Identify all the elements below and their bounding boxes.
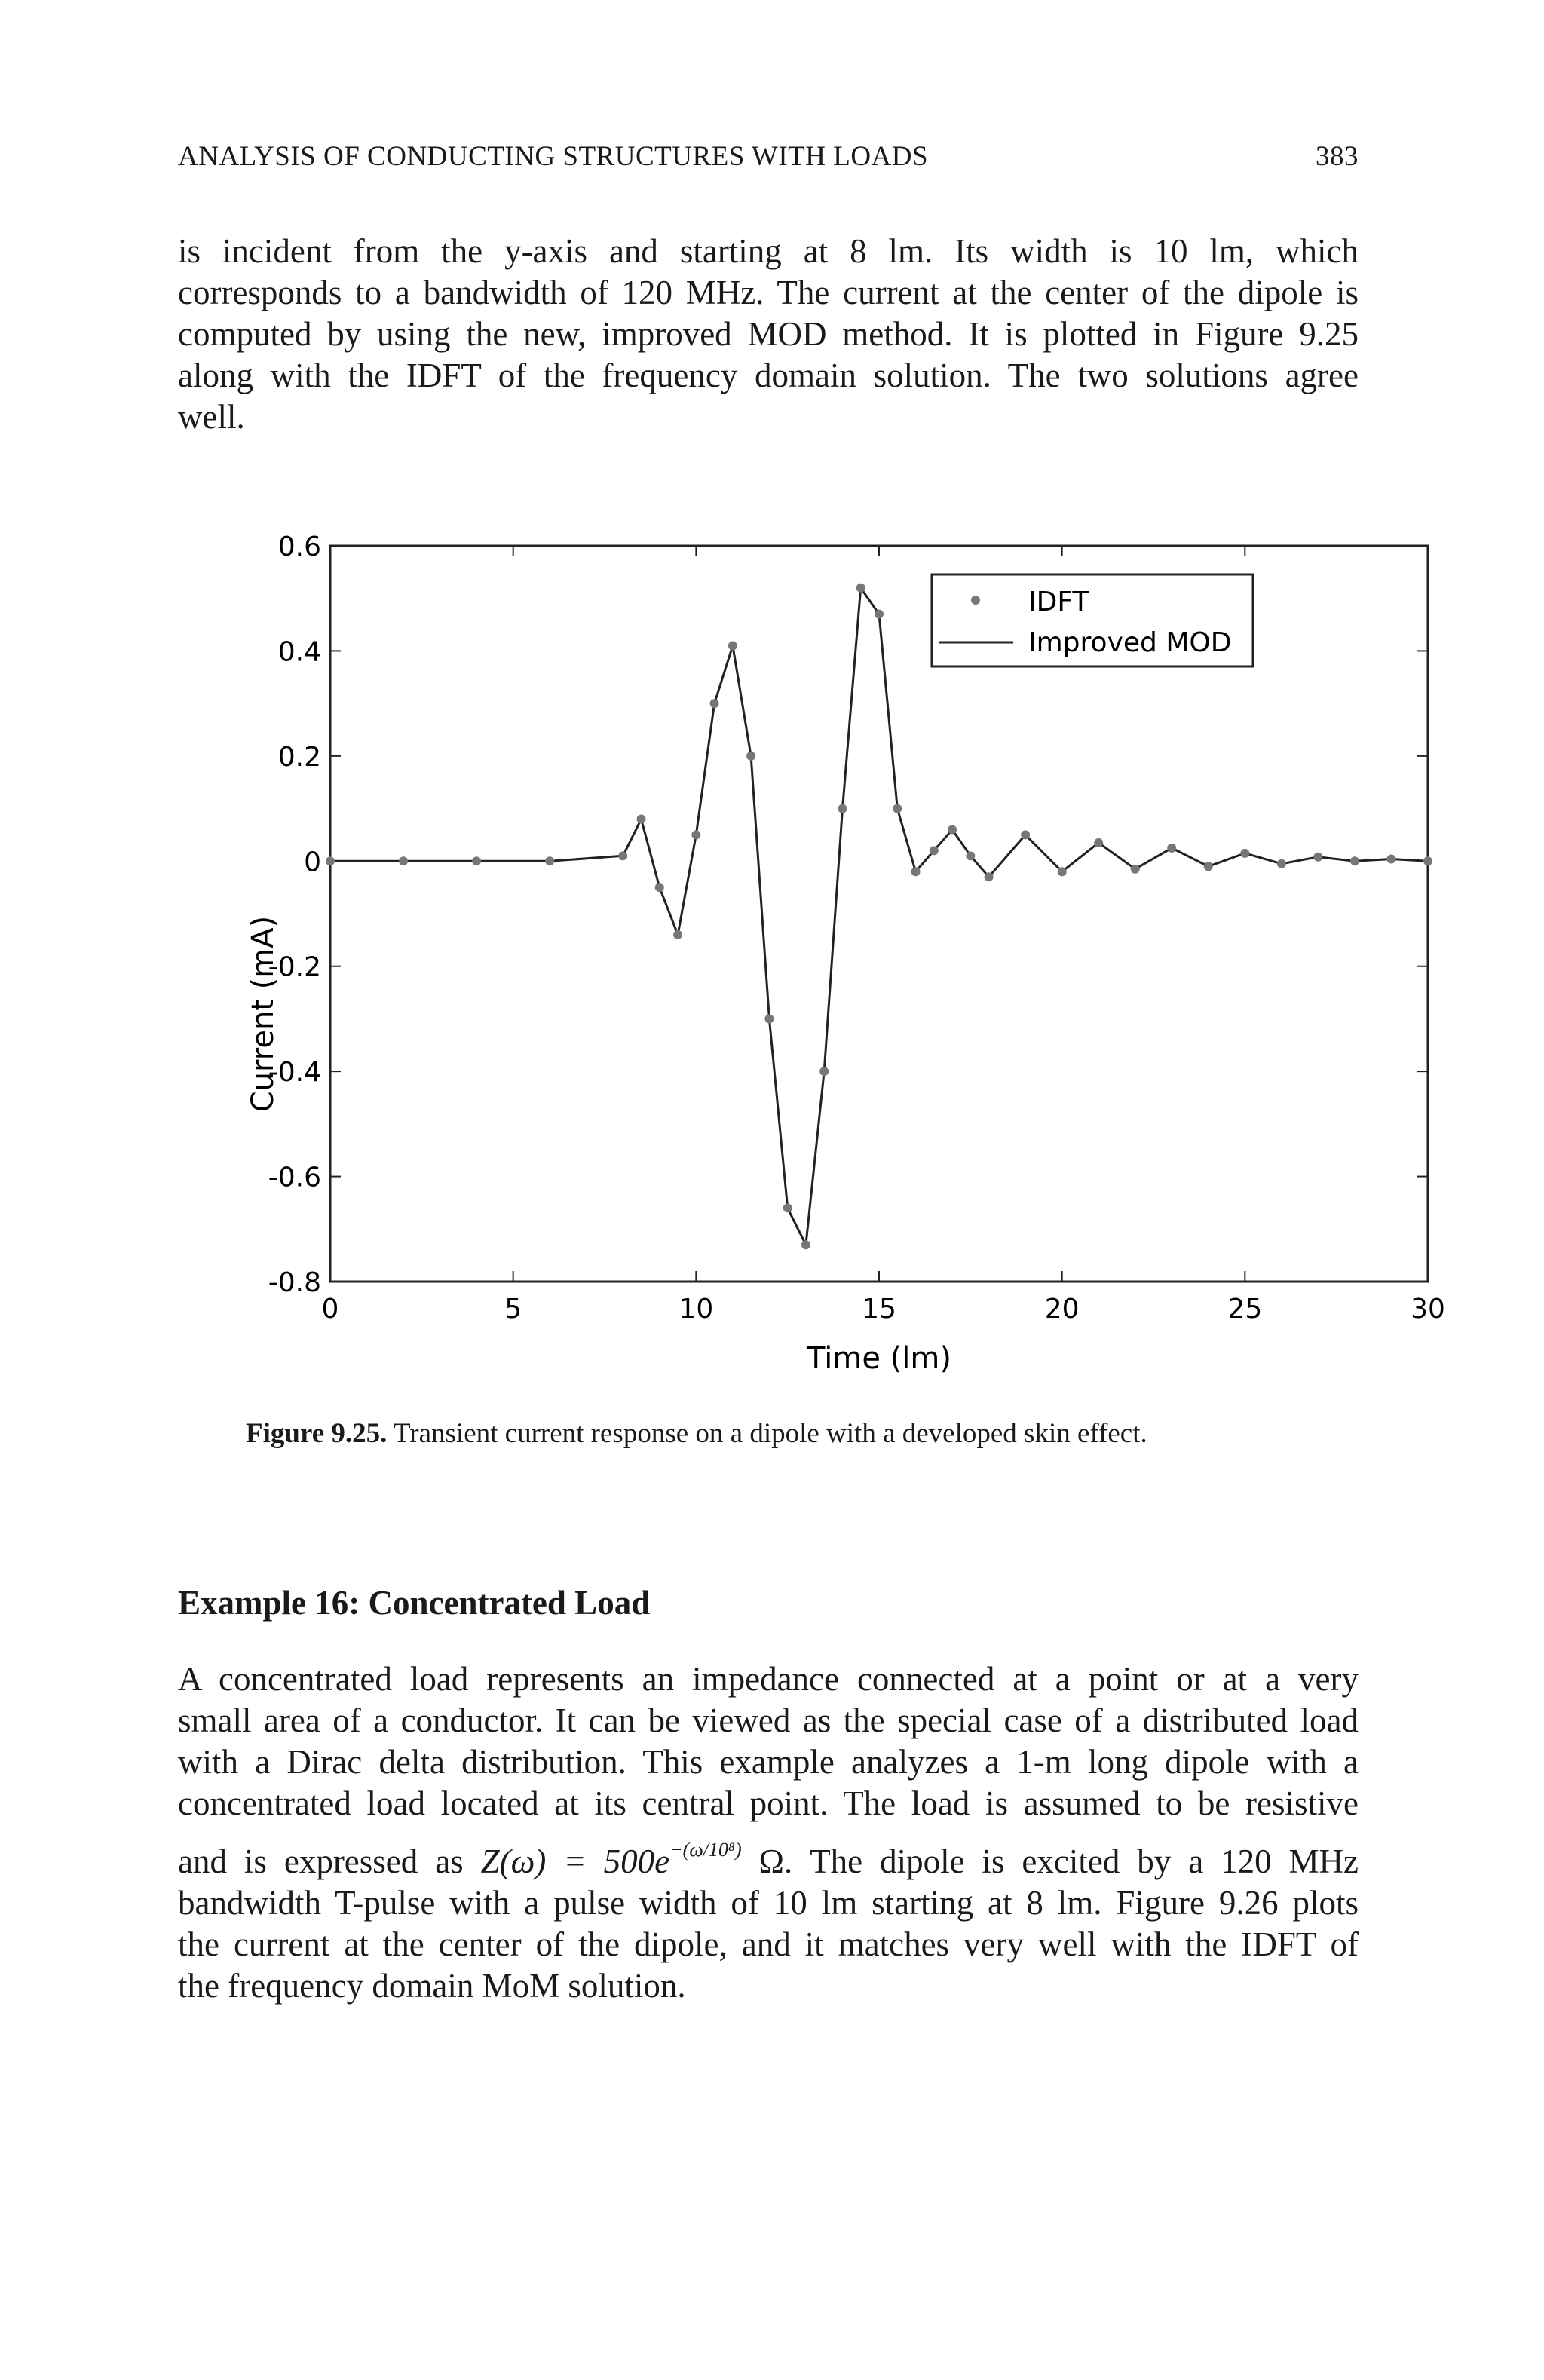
y-tick-label: 0.6	[277, 531, 321, 562]
x-tick-label: 20	[1044, 1294, 1080, 1325]
equation-lhs: Z(ω) = 500e	[480, 1842, 670, 1880]
chart-legend	[932, 574, 1253, 666]
data-point-idft	[1058, 867, 1067, 876]
data-point-idft	[966, 851, 975, 860]
paragraph-line-equation	[178, 1841, 1359, 1882]
data-point-idft	[618, 851, 627, 860]
x-axis-label: Time (lm)	[807, 1341, 951, 1376]
x-tick-label: 5	[504, 1294, 522, 1325]
plot-area	[330, 546, 1428, 1282]
data-point-idft	[1021, 830, 1030, 839]
running-title: ANALYSIS OF CONDUCTING STRUCTURES WITH LOADS	[178, 141, 929, 172]
y-tick-label: 0.4	[277, 636, 321, 668]
paragraph-line: computed by using the new, improved MOD method. It is plotted in Figure 9.25	[178, 315, 1359, 353]
data-point-idft	[819, 1067, 829, 1076]
data-point-idft	[856, 584, 865, 593]
data-point-idft	[1240, 849, 1249, 858]
paragraph-line: bandwidth T-pulse with a pulse width of 10 lm starting at 8 lm. Figure 9.26 plots	[178, 1884, 1359, 1922]
data-point-idft	[472, 856, 481, 865]
paragraph-line: small area of a conductor. It can be viewed as the special case of a distributed load	[178, 1702, 1359, 1739]
data-point-idft	[728, 641, 737, 650]
y-tick-label: 0.2	[277, 741, 321, 773]
legend-label-mod: Improved MOD	[1028, 627, 1232, 658]
data-point-idft	[875, 610, 884, 619]
caption-label: Figure 9.25.	[246, 1418, 388, 1449]
legend-label-idft: IDFT	[1028, 587, 1089, 617]
paragraph-line: the current at the center of the dipole, and it matches very well with the IDFT of	[178, 1925, 1359, 1963]
chart	[204, 528, 1445, 1395]
caption-text: Transient current response on a dipole with a developed skin effect.	[393, 1418, 1147, 1449]
data-point-idft	[838, 804, 847, 813]
data-point-idft	[1423, 856, 1432, 865]
text-segment: and is expressed as	[178, 1842, 464, 1880]
data-point-idft	[399, 856, 408, 865]
section-heading: Example 16: Concentrated Load	[178, 1584, 651, 1622]
data-point-idft	[691, 830, 700, 839]
y-tick-label: -0.8	[268, 1267, 321, 1298]
data-point-idft	[1313, 853, 1322, 862]
data-point-idft	[1131, 865, 1140, 874]
paragraph-line: is incident from the y-axis and starting at 8 lm. Its width is 10 lm, which	[178, 232, 1359, 270]
data-point-idft	[326, 856, 335, 865]
data-point-idft	[545, 856, 554, 865]
legend-marker-idft	[971, 596, 980, 605]
y-tick-label: 0	[304, 847, 321, 878]
equation-exponent: −(ω/10⁸)	[669, 1839, 742, 1861]
figure-caption	[246, 1417, 1316, 1450]
equation-unit: Ω.	[758, 1842, 793, 1880]
data-point-idft	[911, 867, 921, 876]
text-segment: The dipole is excited by a 120 MHz	[810, 1842, 1359, 1880]
data-point-idft	[1167, 844, 1176, 853]
y-tick-label: -0.4	[268, 1057, 321, 1089]
data-point-idft	[948, 825, 957, 834]
data-point-idft	[1277, 859, 1286, 868]
paragraph-intro	[178, 231, 1359, 438]
page-number: 383	[1316, 141, 1359, 172]
figure-9-25	[204, 528, 1445, 1395]
x-tick-label: 0	[321, 1294, 339, 1325]
series-line-improved-mod	[330, 588, 1428, 1245]
data-point-idft	[637, 815, 646, 824]
data-point-idft	[655, 883, 664, 892]
paragraph-line: along with the IDFT of the frequency domain solution. The two solutions agree	[178, 357, 1359, 394]
x-tick-label: 15	[862, 1294, 896, 1325]
x-tick-label: 25	[1227, 1294, 1263, 1325]
data-point-idft	[673, 930, 682, 939]
data-point-idft	[746, 752, 755, 761]
data-point-idft	[1094, 838, 1103, 847]
paragraph-line: A concentrated load represents an impedance connected at a point or at a very	[178, 1660, 1359, 1698]
data-point-idft	[783, 1203, 792, 1212]
paragraph-example	[178, 1659, 1359, 2007]
data-point-idft	[801, 1240, 810, 1249]
paragraph-line: well.	[178, 398, 245, 436]
data-point-idft	[985, 872, 994, 881]
data-point-idft	[710, 699, 719, 708]
y-tick-label: -0.2	[268, 951, 321, 983]
paragraph-line: concentrated load located at its central point. The load is assumed to be resistive	[178, 1784, 1359, 1822]
running-head	[178, 140, 1359, 182]
data-point-idft	[1204, 862, 1213, 871]
data-point-idft	[930, 846, 939, 855]
x-tick-label: 30	[1411, 1294, 1445, 1325]
y-axis-label: Current (mA)	[246, 915, 280, 1113]
paragraph-line: with a Dirac delta distribution. This example analyzes a 1-m long dipole with a	[178, 1743, 1359, 1781]
data-point-idft	[764, 1014, 774, 1023]
paragraph-line: the frequency domain MoM solution.	[178, 1967, 686, 2005]
data-point-idft	[1350, 856, 1359, 865]
x-tick-label: 10	[679, 1294, 714, 1325]
paragraph-line: corresponds to a bandwidth of 120 MHz. The current at the center of the dipole is	[178, 274, 1359, 311]
data-point-idft	[1386, 854, 1395, 863]
data-point-idft	[893, 804, 902, 813]
y-tick-label: -0.6	[268, 1162, 321, 1193]
